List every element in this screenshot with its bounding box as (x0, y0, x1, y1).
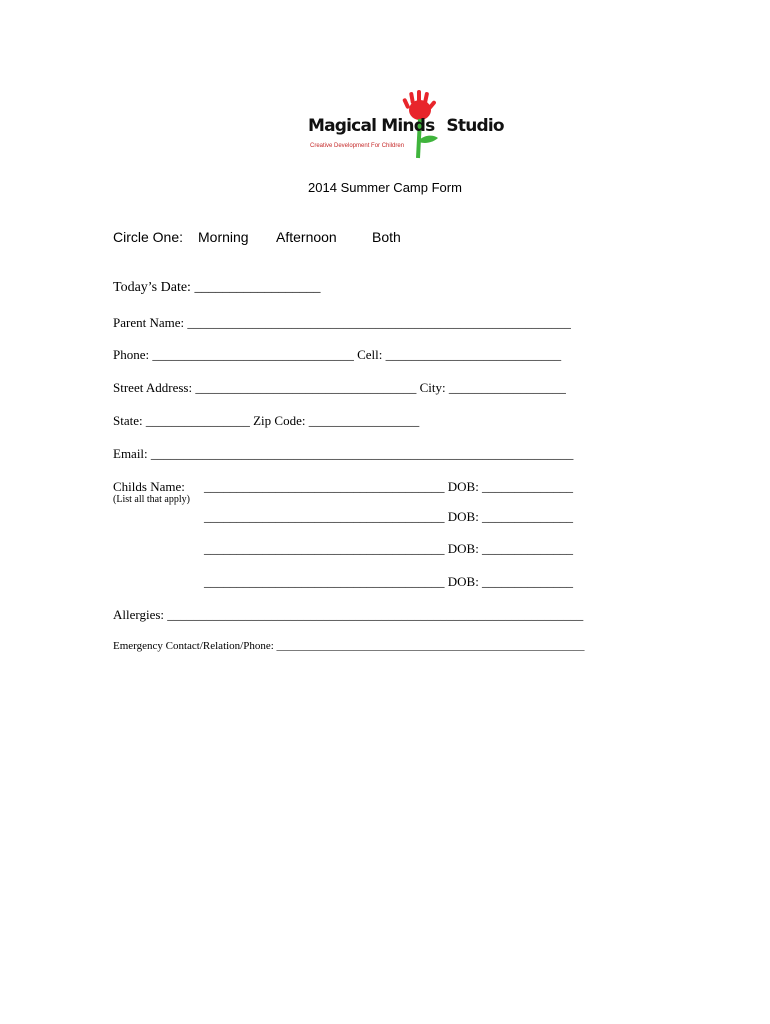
address-city-field[interactable]: Street Address: __________________________________ City: __________________ (113, 380, 566, 395)
circle-one-label: Circle One: (113, 229, 184, 245)
todays-date-field[interactable]: Today’s Date: __________________ (113, 280, 321, 295)
allergies-field[interactable]: Allergies: ________________________________________________________________ (113, 607, 584, 622)
logo-tagline: Creative Development For Children (310, 143, 405, 149)
state-zip-field[interactable]: State: ________________ Zip Code: _________________ (113, 413, 420, 428)
option-afternoon[interactable]: Afternoon (276, 229, 337, 245)
phone-cell-field[interactable]: Phone: _______________________________ Cell: ___________________________ (113, 347, 562, 362)
child-line-3[interactable]: _____________________________________ DOB: ______________ (204, 541, 574, 556)
logo-name-part1: Magical Minds (308, 116, 435, 136)
emergency-contact-field[interactable]: Emergency Contact/Relation/Phone: ________________________________________________________ (113, 640, 585, 652)
form-title: 2014 Summer Camp Form (308, 180, 462, 195)
childs-name-label: Childs Name: (113, 479, 185, 494)
logo-name-part2: Studio (446, 116, 504, 136)
child-line-4[interactable]: _____________________________________ DOB: ______________ (204, 574, 574, 589)
childs-name-note: (List all that apply) (113, 494, 190, 505)
email-field[interactable]: Email: _________________________________________________________________ (113, 446, 574, 461)
option-both[interactable]: Both (372, 229, 401, 245)
child-line-1[interactable]: _____________________________________ DOB: ______________ (204, 479, 574, 494)
parent-name-field[interactable]: Parent Name: ___________________________________________________________ (113, 315, 571, 330)
studio-logo (300, 88, 504, 164)
option-morning[interactable]: Morning (198, 229, 249, 245)
child-line-2[interactable]: _____________________________________ DOB: ______________ (204, 509, 574, 524)
